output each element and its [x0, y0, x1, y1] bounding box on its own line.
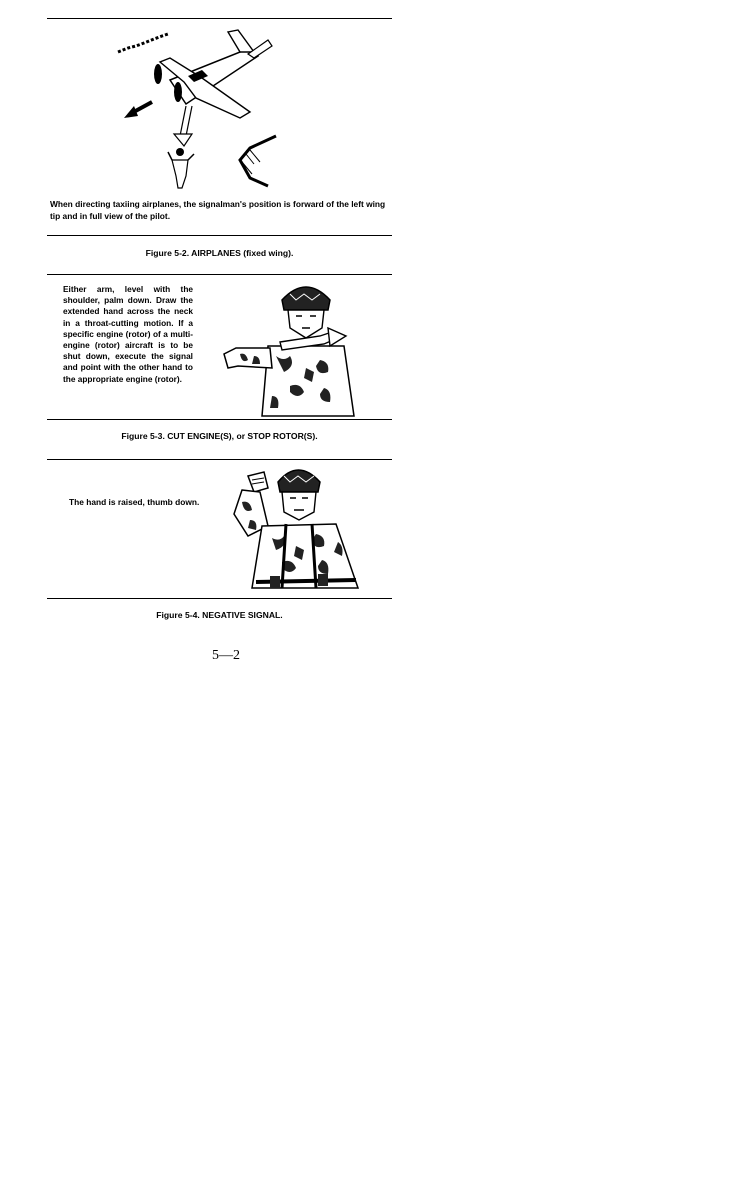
figure-5-4-bottom-rule	[47, 598, 392, 599]
figure-5-2-description: When directing taxiing airplanes, the signalman's position is forward of the left wing tip and in full view of the pilot.	[50, 199, 386, 221]
figure-5-3-bottom-rule	[47, 419, 392, 420]
figure-5-3-top-rule	[47, 274, 392, 275]
airplane-taxiing-illustration	[100, 22, 300, 194]
page-number: 5—2	[212, 648, 240, 663]
figure-5-4-description: The hand is raised, thumb down.	[69, 497, 200, 507]
negative-signal-signalman-illustration	[212, 462, 368, 598]
cut-engine-signalman-illustration	[220, 276, 380, 418]
figure-5-3-caption: Figure 5-3. CUT ENGINE(S), or STOP ROTOR(S).	[121, 431, 318, 441]
figure-5-4-caption: Figure 5-4. NEGATIVE SIGNAL.	[156, 610, 283, 620]
figure-5-3-description: Either arm, level with the shoulder, palm down. Draw the extended hand across the neck in a throat-cutting motion. If a specific engine (rotor) of a multi-engine (rotor) aircraft is to be shut down, execute the signal and point with the other hand to the appropriate engine (rotor).	[63, 284, 193, 384]
figure-5-2-bottom-rule	[47, 235, 392, 236]
top-rule	[47, 18, 392, 19]
figure-5-2-caption: Figure 5-2. AIRPLANES (fixed wing).	[145, 248, 294, 258]
figure-5-4-top-rule	[47, 459, 392, 460]
